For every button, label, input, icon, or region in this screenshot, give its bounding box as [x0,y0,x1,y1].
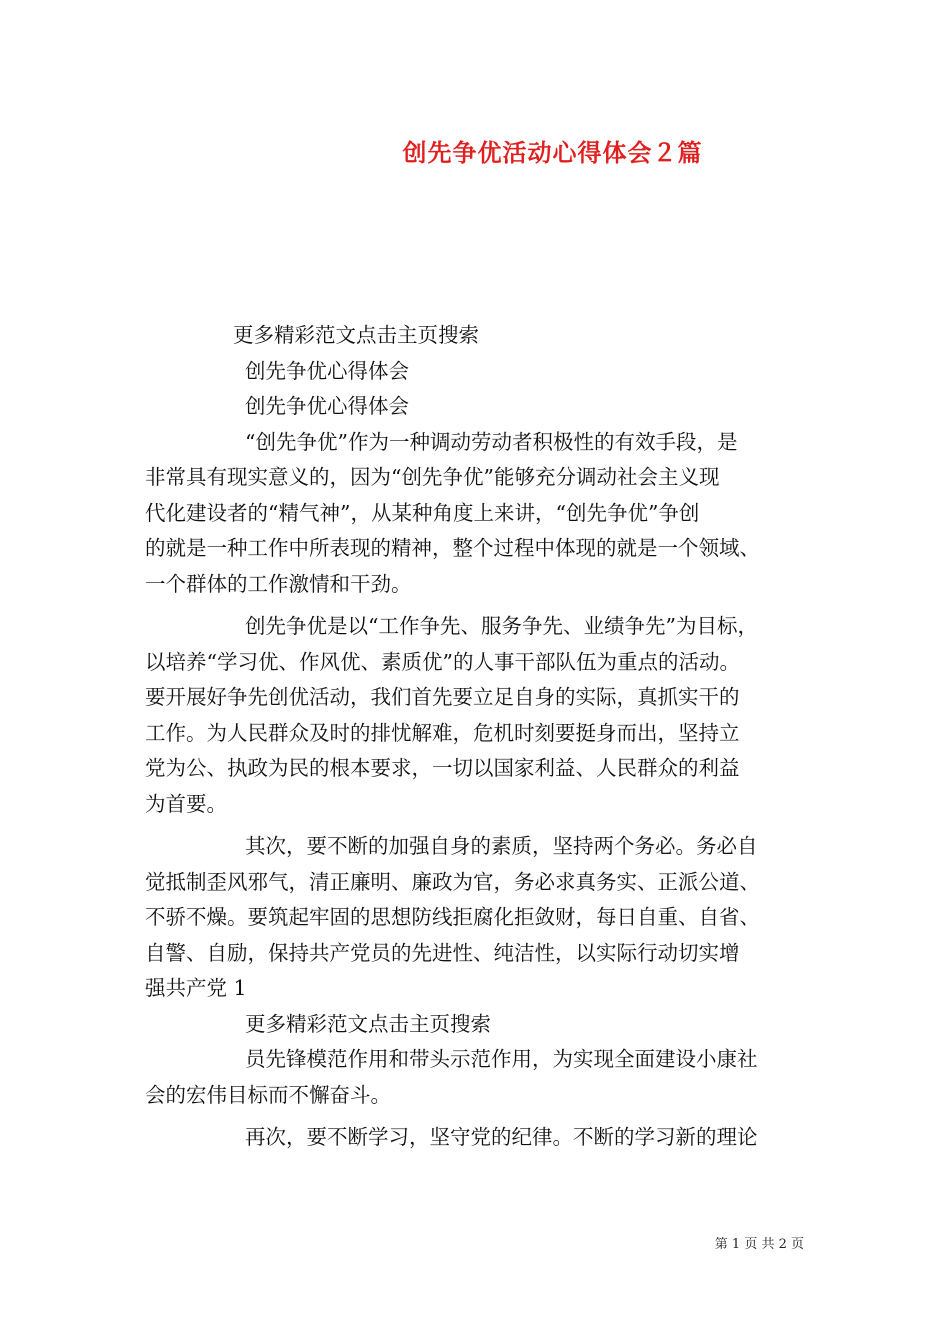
text-line: 一个群体的工作激情和干劲。 [145,571,412,596]
text-line: 强共产党 1 [145,976,247,1000]
text-line: 员先锋模范作用和带头示范作用，为实现全面建设小康社 [245,1047,758,1071]
text-line: 创先争优心得体会 [245,358,409,383]
document-title: 创先争优活动心得体会２篇 [402,138,703,167]
text-line: 的就是一种工作中所表现的精神，整个过程中体现的就是一个领域、 [145,536,760,560]
text-line: 创先争优心得体会 [245,394,409,418]
paragraph-gap [145,602,825,609]
text-line: 更多精彩范文点击主页搜索 [245,1011,491,1036]
text-line: 不骄不燥。要筑起牢固的思想防线拒腐化拒敛财，每日自重、自省、 [145,905,760,929]
text-line: 以培养“学习优、作风优、素质优”的人事干部队伍为重点的活动。 [145,649,740,674]
text-line: 自警、自励，保持共产党员的先进性、纯洁性，以实际行动切实增 [145,940,740,965]
text-line: 创先争优是以“工作争先、服务争先、业绩争先”为目标， [245,614,758,638]
text-line: 工作。为人民群众及时的排忧解难，危机时刻要挺身而出，坚持立 [145,720,740,745]
text-line: 其次，要不断的加强自身的素质，坚持两个务必。务必自 [245,834,758,858]
paragraph-gap [145,1113,825,1120]
page-footer: 第 1 页 共 2 页 [714,1237,804,1252]
text-line: 非常具有现实意义的，因为“创先争优”能够充分调动社会主义现 [145,465,720,489]
text-line: 觉抵制歪风邪气，清正廉明、廉政为官，务必求真务实、正派公道、 [145,869,760,894]
text-line: 党为公、执政为民的根本要求，一切以国家利益、人民群众的利益 [145,756,740,780]
text-line: 代化建设者的“精气神”，从某种角度上来讲，“创先争优”争创 [145,500,700,525]
text-line: “创先争优”作为一种调动劳动者积极性的有效手段，是 [245,429,738,454]
document-body [145,318,825,1156]
text-line: 再次，要不断学习，坚守党的纪律。不断的学习新的理论 [245,1125,758,1149]
text-line: 为首要。 [145,791,227,816]
text-line: 更多精彩范文点击主页搜索 [233,323,479,347]
text-line: 会的宏伟目标而不懈奋斗。 [145,1082,391,1107]
paragraph-gap [145,822,825,829]
text-line: 要开展好争先创优活动，我们首先要立足自身的实际，真抓实干的 [145,685,740,709]
